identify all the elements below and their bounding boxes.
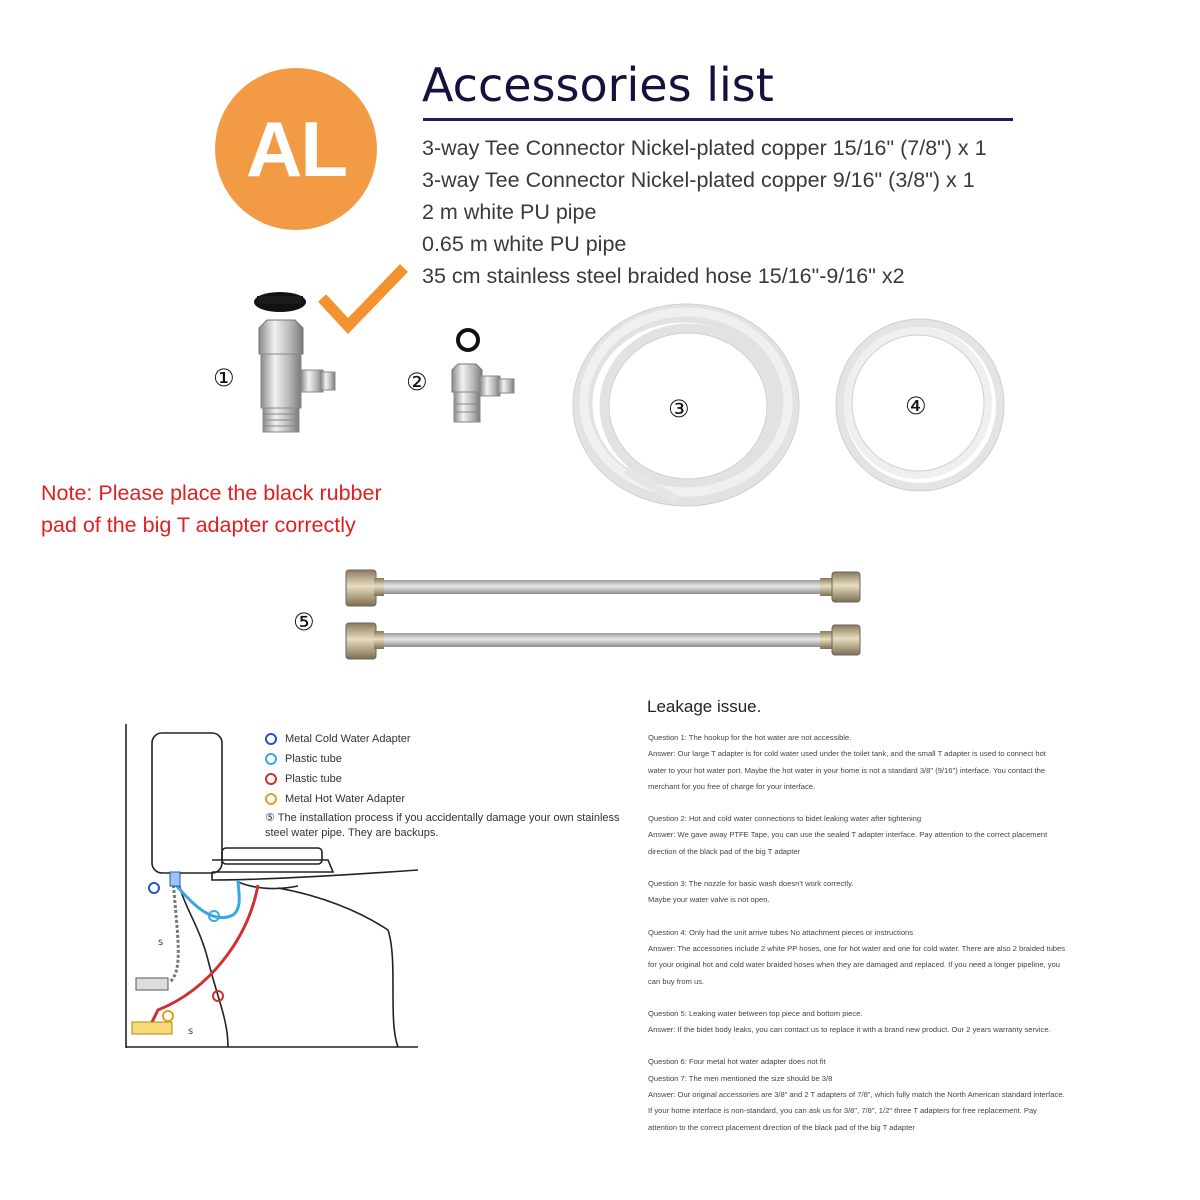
faq-answer: direction of the black pad of the big T adapter xyxy=(648,846,801,856)
braided-hose xyxy=(346,570,860,606)
faq-answer: for your original hot and cold water braided hoses when they are damaged and replaced. If you need a longer pipeline, you xyxy=(648,960,1061,970)
leakage-title: Leakage issue. xyxy=(647,697,762,716)
legend-item xyxy=(265,729,411,749)
svg-text:s: s xyxy=(158,937,164,948)
braided-hoses-image xyxy=(340,560,880,670)
faq-question: Question 1: The hookup for the hot water are not accessible. xyxy=(648,733,852,742)
item-number-2: ② xyxy=(406,368,428,396)
accessory-item: 2 m white PU pipe xyxy=(422,200,597,224)
item-number-4: ④ xyxy=(905,392,927,420)
legend-label: Metal Hot Water Adapter xyxy=(285,793,406,805)
installation-note xyxy=(41,477,382,541)
faq-answer: Answer: Our large T adapter is for cold water used under the toilet tank, and the small T adapter is used to connect hot xyxy=(648,749,1046,759)
title-divider xyxy=(423,118,1013,121)
yellow-circle-icon xyxy=(265,793,277,805)
note-line: Note: Please place the black rubber xyxy=(41,481,382,505)
note-line: pad of the big T adapter correctly xyxy=(41,513,356,537)
red-circle-icon xyxy=(265,773,277,785)
faq-question: Question 6: Four metal hot water adapter does not fit xyxy=(648,1057,826,1067)
accessories-list xyxy=(422,132,987,292)
accessory-item: 0.65 m white PU pipe xyxy=(422,232,627,256)
legend-note-text: The installation process if you accidentally damage your own stainless steel water pipe. They are backups. xyxy=(265,812,620,839)
svg-text:s: s xyxy=(188,1026,194,1037)
legend-label: Plastic tube xyxy=(285,773,342,785)
faq-answer: Maybe your water valve is not open. xyxy=(648,895,770,905)
faq-question: Question 7: The men mentioned the size should be 3/8 xyxy=(648,1073,833,1083)
marker-hot-adapter xyxy=(163,1011,173,1021)
legend-backup-note xyxy=(265,811,635,841)
legend-label: Metal Cold Water Adapter xyxy=(285,733,411,745)
accessory-item: 35 cm stainless steel braided hose 15/16"-9/16" x2 xyxy=(422,264,905,288)
faq-answer: merchant for you free of charge for your interface. xyxy=(648,781,816,791)
faq-question: Question 2: Hot and cold water connections to bidet leaking water after tightening xyxy=(648,814,922,824)
faq-answer: Answer: We gave away PTFE Tape, you can use the sealed T adapter interface. Pay attention to the correct placement xyxy=(648,830,1048,840)
accessory-item: 3-way Tee Connector Nickel-plated copper 15/16" (7/8") x 1 xyxy=(422,136,987,160)
legend-item xyxy=(265,749,411,769)
brand-logo-text: AL xyxy=(246,104,346,193)
faq-answer: water to your hot water port. Maybe the hot water in your home is not a standard 3/8" (9/16") interface. You contact the xyxy=(648,765,1046,775)
faq-answer: If your home interface is non-standard, you can ask us for 3/8", 7/8", 1/2" three T adapters for free replacement. Pay xyxy=(648,1106,1037,1116)
blue-circle-icon xyxy=(265,733,277,745)
page-title: Accessories list xyxy=(422,58,774,112)
small-t-adapter-image xyxy=(440,322,530,432)
item-number-1: ① xyxy=(213,364,235,392)
leakage-faq xyxy=(648,730,1168,1136)
o-ring xyxy=(458,330,478,350)
braided-hose xyxy=(346,623,860,659)
legend-item xyxy=(265,769,411,789)
faq-answer: attention to the correct placement direction of the black pad of the big T adapter xyxy=(648,1122,915,1132)
faq-answer: can buy from us. xyxy=(648,976,705,986)
legend-label: Plastic tube xyxy=(285,753,342,765)
faq-question: Question 3: The nozzle for basic wash doesn't work correctly. xyxy=(648,879,854,889)
faq-answer: Answer: If the bidet body leaks, you can contact us to replace it with a brand new product. Our 2 years warranty service. xyxy=(648,1025,1051,1035)
faq-answer: Answer: The accessories include 2 white PP hoses, one for hot water and one for cold water. There are also 2 braided tubes xyxy=(648,943,1066,953)
faq-question: Question 5: Leaking water between top piece and bottom piece. xyxy=(648,1008,863,1018)
legend-note-number: ⑤ xyxy=(265,812,275,824)
item-number-5: ⑤ xyxy=(293,608,315,636)
marker-cold-adapter xyxy=(149,883,159,893)
item-number-3: ③ xyxy=(668,395,690,423)
light-blue-circle-icon xyxy=(265,753,277,765)
accessory-item: 3-way Tee Connector Nickel-plated copper 9/16" (3/8") x 1 xyxy=(422,168,975,192)
legend-item xyxy=(265,789,411,809)
brand-logo xyxy=(215,68,377,230)
big-t-adapter-image xyxy=(245,290,345,440)
faq-question: Question 4: Only had the unit arrive tubes No attachment pieces or instructions xyxy=(648,927,914,937)
faq-answer: Answer: Our original accessories are 3/8" and 2 T adapters of 7/8", which fully match the North American standard interface. xyxy=(648,1090,1065,1100)
diagram-legend xyxy=(265,729,411,809)
